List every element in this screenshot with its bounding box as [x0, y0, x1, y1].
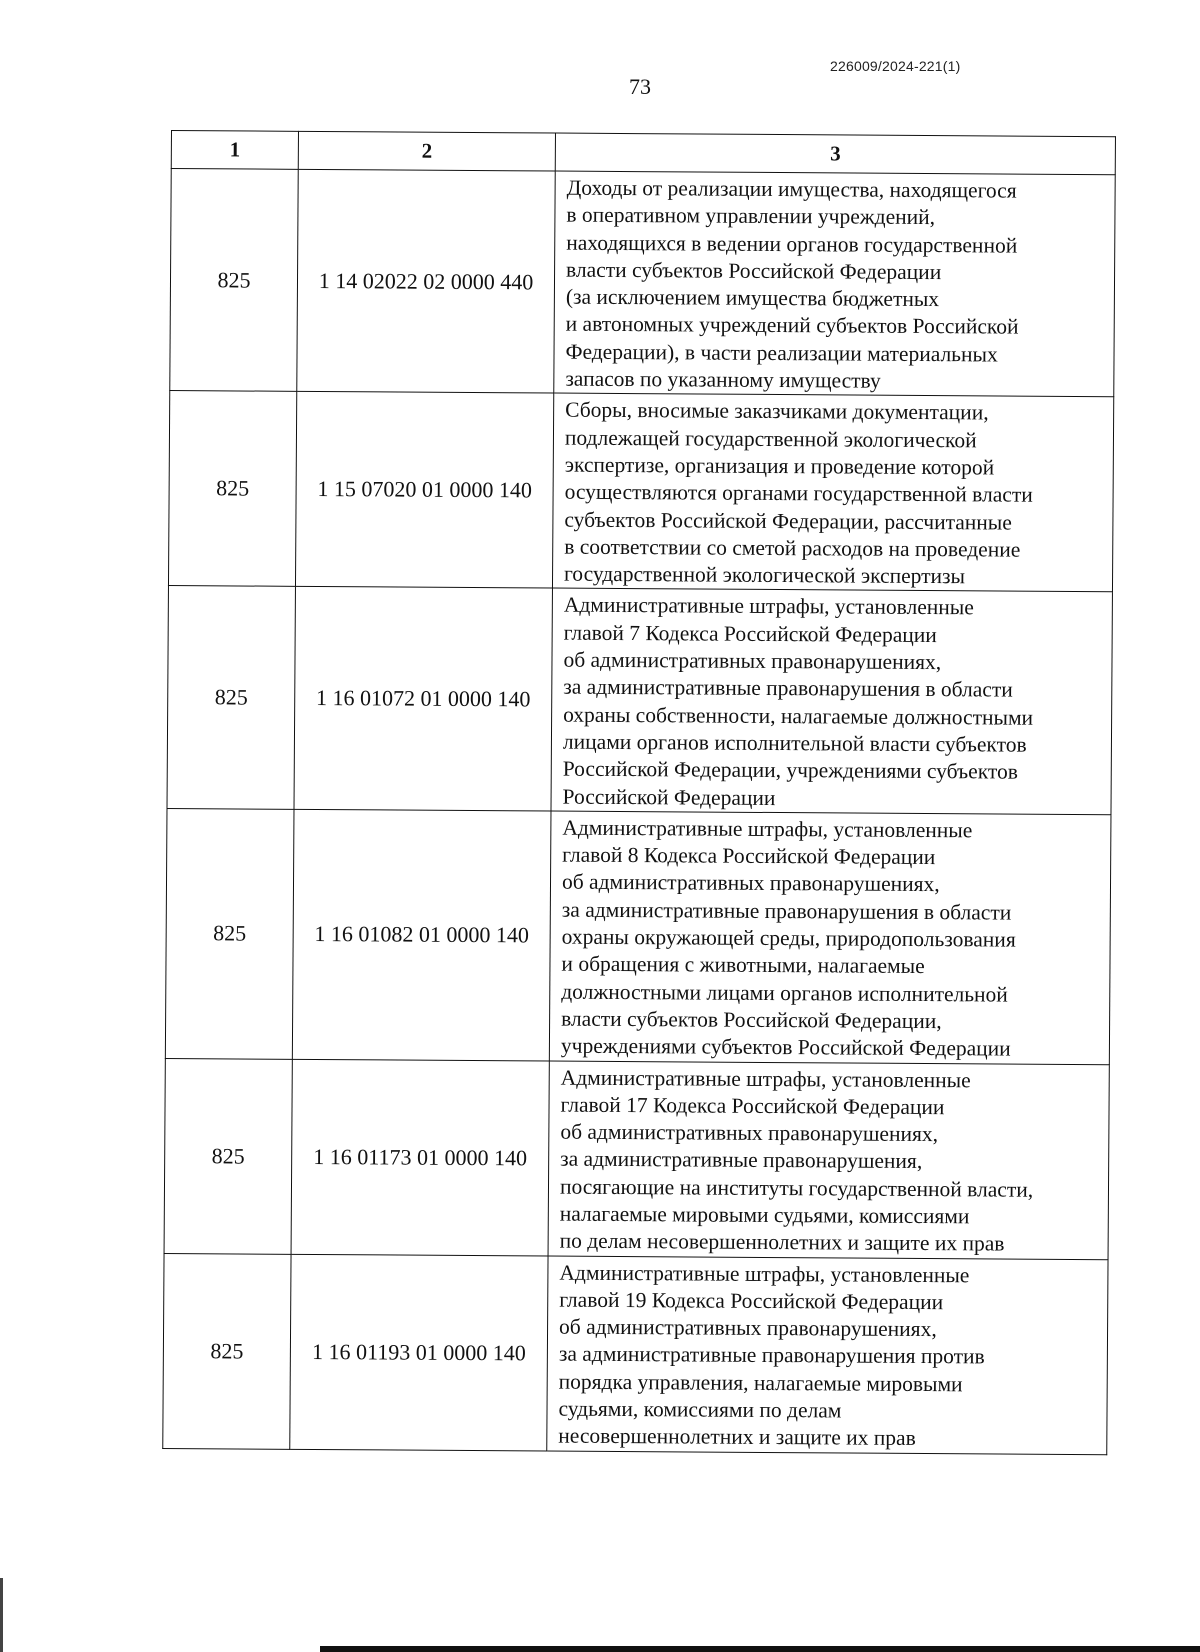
description-line: государственной экологической экспертизы [563, 561, 966, 589]
kbk-code-cell: 1 16 01072 01 0000 140 [294, 587, 552, 811]
description-line: Сборы, вносимые заказчиками документации, [565, 397, 989, 425]
description-line: за административные правонарушения, [560, 1146, 923, 1174]
description-line: главой 7 Кодекса Российской Федерации [563, 620, 937, 647]
description-line: Административные штрафы, установленные [559, 1260, 970, 1287]
description-line: главой 8 Кодекса Российской Федерации [562, 842, 936, 870]
description-line: за административные правонарушения в области [561, 897, 1012, 925]
description-cell [551, 588, 1112, 814]
kbk-code-cell: 1 15 07020 01 0000 140 [295, 392, 553, 589]
scan-bottom-edge [320, 1646, 1200, 1652]
description-line: субъектов Российской Федерации, рассчитанные [564, 507, 1012, 535]
description-line: несовершеннолетних и защите их прав [558, 1423, 916, 1451]
admin-code-cell: 825 [163, 1253, 291, 1449]
description-line: (за исключением имущества бюджетных [565, 284, 940, 312]
admin-code-cell: 825 [170, 169, 298, 392]
description-line: об административных правонарушениях, [560, 1119, 939, 1147]
description-line: экспертизе, организация и проведение которой [564, 452, 995, 480]
description-line: власти субъектов Российской Федерации [566, 257, 942, 285]
description-line: должностными лицами органов исполнительной [561, 979, 1008, 1007]
description-line: Административные штрафы, установленные [560, 1065, 971, 1092]
description-line: Российской Федерации, учреждениями субъектов [562, 756, 1019, 784]
description-line: налагаемые мировыми судьями, комиссиями [559, 1201, 970, 1229]
column-header-3: 3 [555, 133, 1115, 175]
description-line: и автономных учреждений субъектов Российской [565, 312, 1019, 340]
document-registration-number: 226009/2024-221(1) [830, 58, 961, 74]
description-line: в соответствии со сметой расходов на проведение [564, 534, 1021, 562]
description-cell [548, 1061, 1109, 1260]
table-body [163, 169, 1115, 1455]
table-row [167, 586, 1112, 815]
description-line: Административные штрафы, установленные [563, 593, 974, 620]
admin-code-cell: 825 [168, 391, 296, 587]
description-line: охраны собственности, налагаемые должностными [563, 702, 1034, 730]
description-line: лицами органов исполнительной власти субъектов [562, 729, 1027, 757]
description-line: запасов по указанному имуществу [565, 366, 881, 393]
description-line: в оперативном управлении учреждений, [566, 202, 936, 230]
admin-code-cell: 825 [167, 586, 295, 809]
description-line: Российской Федерации [562, 784, 776, 810]
description-cell [549, 811, 1111, 1064]
description-cell [552, 393, 1113, 592]
description-cell [547, 1256, 1108, 1455]
description-line: за административные правонарушения против [558, 1342, 985, 1369]
description-line: об административных правонарушениях, [563, 647, 942, 675]
table-row [170, 169, 1115, 398]
kbk-code-cell: 1 16 01173 01 0000 140 [291, 1059, 549, 1256]
description-line: Федерации), в части реализации материальных [565, 339, 998, 367]
description-line: осуществляются органами государственной власти [564, 479, 1033, 507]
kbk-code-cell: 1 16 01193 01 0000 140 [290, 1254, 548, 1451]
description-line: подлежащей государственной экологической [564, 425, 977, 453]
description-line: находящихся в ведении органов государственной [566, 230, 1018, 258]
table-row [168, 391, 1113, 592]
description-line: и обращения с животными, налагаемые [561, 951, 925, 979]
description-line: судьями, комиссиями по делам [558, 1396, 842, 1423]
kbk-code-cell: 1 16 01082 01 0000 140 [292, 809, 551, 1060]
description-line: главой 19 Кодекса Российской Федерации [559, 1287, 944, 1315]
table-row [165, 808, 1111, 1064]
admin-code-cell: 825 [164, 1058, 292, 1254]
description-line: главой 17 Кодекса Российской Федерации [560, 1092, 945, 1119]
table-header-row [171, 131, 1115, 175]
admin-code-cell: 825 [165, 808, 294, 1059]
column-header-2: 2 [298, 131, 555, 171]
description-line: об административных правонарушениях, [561, 870, 940, 897]
description-line: порядка управления, налагаемые мировыми [558, 1369, 963, 1397]
column-header-1: 1 [171, 131, 298, 170]
page-number: 73 [629, 74, 651, 99]
description-line: посягающие на институты государственной власти, [559, 1174, 1034, 1202]
description-line: об административных правонарушениях, [558, 1314, 937, 1342]
description-line: охраны окружающей среды, природопользования [561, 924, 1016, 952]
description-line: Административные штрафы, установленные [562, 815, 973, 843]
description-line: учреждениями субъектов Российской Федерации [560, 1033, 1011, 1061]
description-cell [554, 171, 1115, 397]
description-line: Доходы от реализации имущества, находящегося [566, 175, 1017, 203]
description-line: за административные правонарушения в области [563, 674, 1013, 702]
scan-edge-mark [0, 1578, 3, 1652]
description-line: по делам несовершеннолетних и защите их прав [559, 1228, 1005, 1256]
table-row [163, 1253, 1108, 1454]
table-row [164, 1058, 1109, 1259]
description-line: власти субъектов Российской Федерации, [561, 1006, 942, 1034]
revenue-codes-table [162, 130, 1116, 1455]
kbk-code-cell: 1 14 02022 02 0000 440 [297, 169, 555, 393]
